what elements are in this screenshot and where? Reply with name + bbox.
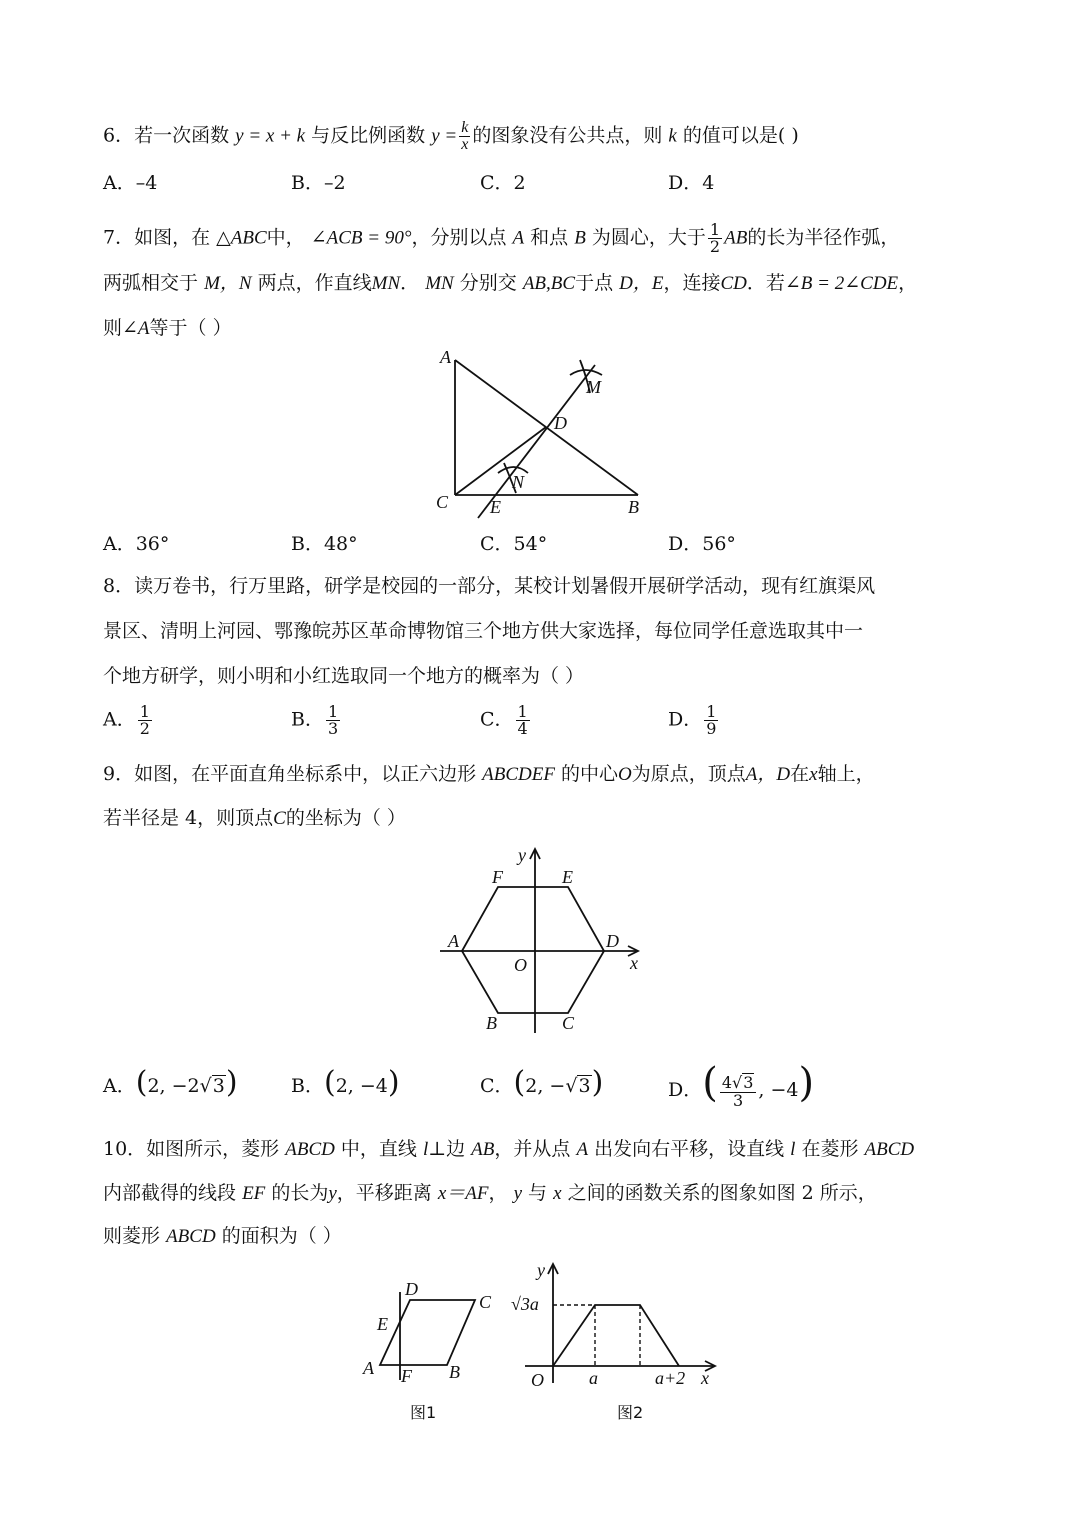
q10-graph-label-y: y: [537, 1260, 545, 1280]
q9-label-y: y: [518, 845, 526, 865]
q10-graph-label-a: a: [589, 1368, 598, 1388]
q8-option-a: A． $\frac{1}{2}$: [103, 702, 150, 738]
q10-label-b: B: [449, 1362, 460, 1382]
q9-label-o: O: [514, 955, 527, 975]
q9-hexagon: [462, 887, 604, 1013]
q7-triangle-figure: [420, 345, 660, 530]
q8-stem-line-2: 景区、清明上河园、鄂豫皖苏区革命博物馆三个地方供大家选择，每位同学任意选取其中一: [103, 620, 864, 642]
q10-label-d: D: [405, 1279, 418, 1299]
q7-label-c: C: [436, 492, 449, 512]
q10-graph-function: [553, 1305, 679, 1366]
q10-label-a: A: [363, 1358, 374, 1378]
q10-rhombus: [380, 1300, 475, 1365]
q6-option-c: C．2: [480, 172, 526, 194]
q7-label-b: B: [628, 497, 639, 517]
q8-stem-line-1: 8．读万卷书，行万里路，研学是校园的一部分，某校计划暑假开展研学活动，现有红旗渠风: [103, 575, 876, 597]
q8-stem-line-3: 个地方研学，则小明和小红选取同一个地方的概率为（ ）: [103, 665, 585, 687]
q9-stem-line-2: 若半径是 4，则顶点C的坐标为（ ）: [103, 807, 406, 829]
q10-graph-label-a-plus-2: a+2: [655, 1368, 686, 1388]
q6-option-b: B．–2: [291, 172, 346, 194]
q6-inverse-fraction: $\frac{k}{x}$: [461, 119, 469, 153]
q7-label-m: M: [586, 377, 601, 397]
q7-option-d: D．56°: [668, 533, 736, 555]
q10-label-e: E: [377, 1314, 388, 1334]
q9-number: 9．: [103, 763, 135, 785]
q10-rhombus-figure: [355, 1270, 505, 1430]
q6-number: 6．: [103, 124, 135, 147]
q10-graph-label-o: O: [531, 1370, 544, 1390]
q9-option-c: C．(2, −√3): [480, 1065, 604, 1100]
q10-function-graph: [505, 1258, 725, 1430]
q6-linear-function: y = x + k: [235, 125, 306, 147]
q6-option-a: A．–4: [103, 172, 158, 194]
q9-label-c: C: [562, 1013, 575, 1033]
q7-label-d: D: [554, 413, 567, 433]
q7-number: 7．: [103, 226, 135, 249]
q7-label-a: A: [440, 347, 451, 367]
q7-stem-line-2: 两弧相交于 M，N 两点，作直线MN． MN 分别交 AB,BC于点 D，E，连接CD．若∠B = 2∠CDE，: [103, 272, 918, 294]
q10-figure-2-caption: 图2: [617, 1403, 644, 1422]
q9-label-d: D: [606, 931, 619, 951]
q10-figure-1-caption: 图1: [410, 1403, 437, 1422]
q8-option-d: D． $\frac{1}{9}$: [668, 702, 717, 738]
q9-label-x: x: [630, 953, 638, 973]
q10-graph-label-max: √3a: [511, 1294, 539, 1314]
q7-stem-line-1: 7．如图，在 △ABC中， ∠ACB = 90°，分别以点 A 和点 B 为圆心，大于 $\frac{1}{2}$ AB的长为半径作弧，: [103, 220, 900, 256]
q10-label-c: C: [479, 1292, 492, 1312]
q9-option-d: D．( $\frac{4√3}{3}$ , −4): [668, 1060, 815, 1110]
q7-label-n: N: [512, 472, 525, 492]
q9-label-a: A: [448, 931, 459, 951]
q7-option-b: B．48°: [291, 533, 358, 555]
q10-stem-line-1: 10．如图所示，菱形 ABCD 中，直线 l⊥边 AB，并从点 A 出发向右平移，设直线 l 在菱形 ABCD: [103, 1138, 915, 1160]
q6-stem: 6．若一次函数 y = x + k 与反比例函数 y = $\frac{k}{x}$ 的图象没有公共点，则 k 的值可以是( ): [103, 119, 799, 153]
q9-option-a: A．(2, −2√3): [103, 1065, 238, 1100]
q10-graph-label-x: x: [701, 1368, 709, 1388]
q7-label-e: E: [490, 497, 501, 517]
q7-stem-line-3: 则∠A等于（ ）: [103, 317, 232, 339]
q7-arc-m-1: [570, 370, 602, 375]
q7-segment-cd: [455, 427, 546, 495]
q8-option-b: B． $\frac{1}{3}$: [291, 702, 339, 738]
q7-option-c: C．54°: [480, 533, 548, 555]
q7-half-fraction: $\frac{1}{2}$: [709, 220, 721, 256]
q8-option-c: C． $\frac{1}{4}$: [480, 702, 528, 738]
q9-option-b: B．(2, −4): [291, 1065, 400, 1100]
q10-label-f: F: [401, 1366, 412, 1386]
q9-label-b: B: [486, 1013, 497, 1033]
q10-stem-line-3: 则菱形 ABCD 的面积为（ ）: [103, 1225, 342, 1247]
q9-label-e: E: [562, 867, 573, 887]
q7-option-a: A．36°: [103, 533, 170, 555]
q6-option-d: D．4: [668, 172, 715, 194]
q9-hexagon-figure: [430, 843, 650, 1038]
q10-stem-line-2: 内部截得的线段 EF 的长为y，平移距离 x＝AF， y 与 x 之间的函数关系的图象如图 2 所示，: [103, 1182, 877, 1204]
q9-stem-line-1: 9．如图，在平面直角坐标系中，以正六边形 ABCDEF 的中心O为原点，顶点A，D在x轴上，: [103, 763, 875, 785]
q9-label-f: F: [492, 867, 503, 887]
